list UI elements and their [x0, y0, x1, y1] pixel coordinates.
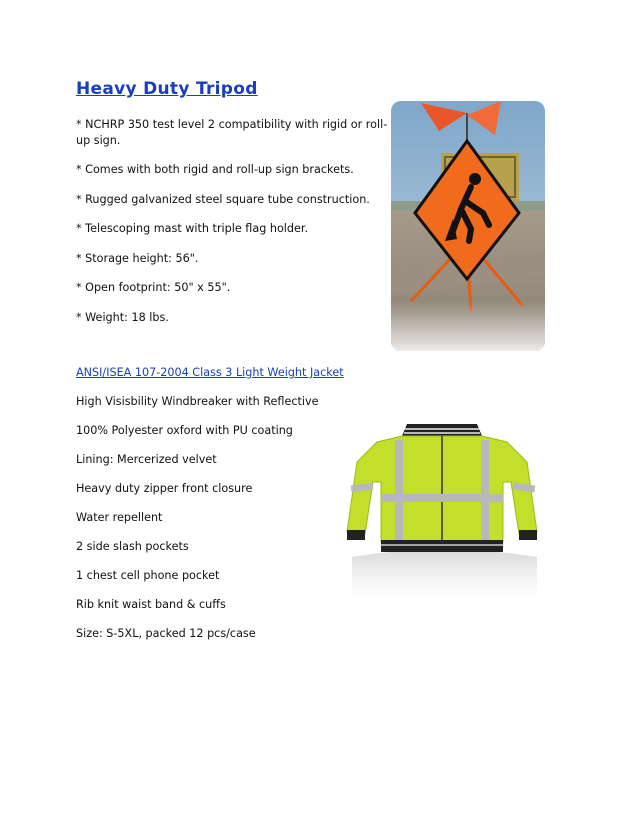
jacket-feature: Size: S-5XL, packed 12 pcs/case — [76, 627, 256, 640]
tripod-feature: * NCHRP 350 test level 2 compatibility with rigid or roll-up sign. — [76, 118, 388, 147]
jacket-feature: Heavy duty zipper front closure — [76, 482, 253, 495]
jacket-feature: High Visisbility Windbreaker with Reflective — [76, 395, 319, 408]
tripod-feature: * Storage height: 56". — [76, 251, 199, 265]
tripod-title: Heavy Duty Tripod — [76, 79, 258, 99]
jacket-feature: 1 chest cell phone pocket — [76, 569, 220, 582]
jacket-feature-list — [76, 395, 326, 656]
tripod-feature-list — [76, 117, 388, 339]
tripod-feature: * Telescoping mast with triple flag holder. — [76, 222, 309, 235]
tripod-sign-photo — [391, 101, 545, 351]
jacket-photo — [337, 402, 549, 612]
jacket-feature: Lining: Mercerized velvet — [76, 453, 217, 466]
tripod-feature: * Open footprint: 50" x 55". — [76, 281, 231, 294]
tripod-feature: * Comes with both rigid and roll-up sign brackets. — [76, 163, 354, 176]
jacket-feature: 100% Polyester oxford with PU coating — [76, 424, 293, 437]
jacket-feature: 2 side slash pockets — [76, 540, 189, 553]
jacket-feature: Rib knit waist band & cuffs — [76, 598, 226, 611]
tripod-feature: * Weight: 18 lbs. — [76, 310, 169, 324]
jacket-feature: Water repellent — [76, 511, 163, 524]
jacket-title[interactable]: ANSI/ISEA 107-2004 Class 3 Light Weight Jacket — [76, 366, 344, 379]
tripod-feature: * Rugged galvanized steel square tube construction. — [76, 192, 370, 206]
